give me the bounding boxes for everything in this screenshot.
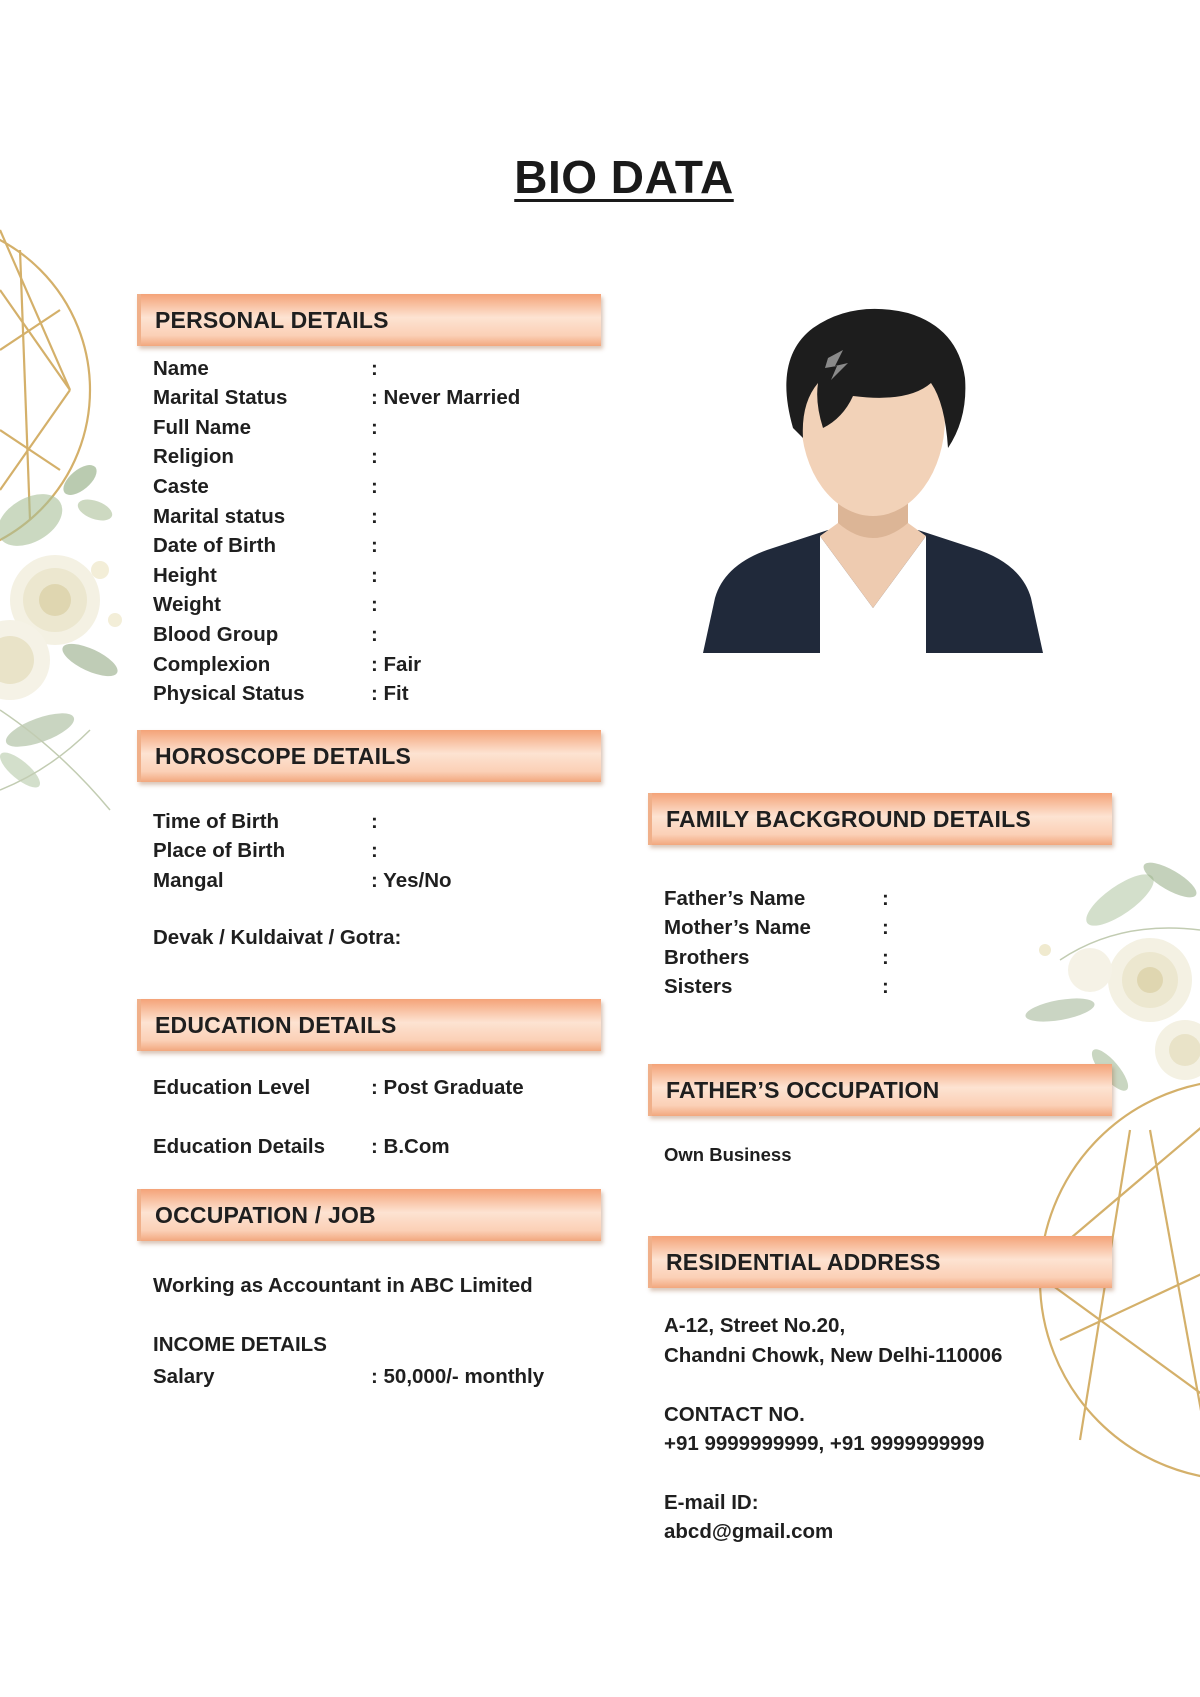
field-value: : Post Graduate <box>371 1075 524 1099</box>
salary-row <box>153 1362 545 1391</box>
income-heading: INCOME DETAILS <box>153 1333 327 1356</box>
detail-row <box>153 561 378 590</box>
field-value: : <box>882 916 889 940</box>
field-value: : Fit <box>371 682 409 706</box>
detail-row <box>664 884 889 913</box>
field-label: Education Level <box>153 1075 311 1099</box>
field-label: Height <box>153 563 217 587</box>
field-label: Caste <box>153 474 209 498</box>
field-value: : <box>371 504 378 528</box>
detail-row <box>153 1132 450 1161</box>
field-label: Salary <box>153 1364 215 1388</box>
field-label: Physical Status <box>153 682 305 706</box>
detail-row <box>153 502 378 531</box>
field-label: Mangal <box>153 868 224 892</box>
field-label: Father’s Name <box>664 886 806 910</box>
field-value: : Never Married <box>371 386 521 410</box>
field-value: : <box>371 563 378 587</box>
detail-row <box>153 620 378 649</box>
field-label: Sisters <box>664 975 733 999</box>
field-label: Complexion <box>153 652 271 676</box>
detail-row <box>153 413 378 442</box>
father-occupation-header: FATHER’S OCCUPATION <box>648 1064 1112 1116</box>
field-value: : <box>371 356 378 380</box>
field-value: : <box>371 622 378 646</box>
detail-row <box>153 472 378 501</box>
field-label: Time of Birth <box>153 809 280 833</box>
detail-row <box>153 680 409 709</box>
field-value: : Yes/No <box>371 868 452 892</box>
detail-row <box>153 591 378 620</box>
occupation-text: Working as Accountant in ABC Limited <box>153 1274 533 1297</box>
page-title: BIO DATA <box>514 151 734 203</box>
field-label: Brothers <box>664 945 750 969</box>
detail-row <box>153 837 378 866</box>
field-label: Date of Birth <box>153 534 276 558</box>
residential-address-header: RESIDENTIAL ADDRESS <box>648 1236 1112 1288</box>
gotra-line: Devak / Kuldaivat / Gotra: <box>153 926 402 949</box>
field-value: : <box>371 839 378 863</box>
field-value: : Fair <box>371 652 422 676</box>
field-label: Full Name <box>153 415 251 439</box>
field-value: : <box>371 445 378 469</box>
field-label: Education Details <box>153 1134 326 1158</box>
detail-row <box>153 532 378 561</box>
field-value: : <box>371 534 378 558</box>
detail-row <box>664 973 889 1002</box>
field-value: : <box>371 809 378 833</box>
field-label: Place of Birth <box>153 839 286 863</box>
personal-details-header: PERSONAL DETAILS <box>137 294 601 346</box>
field-value: : 50,000/- monthly <box>371 1364 545 1388</box>
detail-row <box>153 866 452 895</box>
left-floral-decoration <box>0 190 140 1090</box>
field-value: : <box>371 593 378 617</box>
father-occupation-text: Own Business <box>664 1144 792 1165</box>
detail-row <box>153 354 378 383</box>
education-details-header: EDUCATION DETAILS <box>137 999 601 1051</box>
field-value: : <box>371 474 378 498</box>
field-value: : <box>371 415 378 439</box>
field-label: Name <box>153 356 209 380</box>
field-label: Marital status <box>153 504 286 528</box>
detail-row <box>153 650 422 679</box>
address-line-1: A-12, Street No.20, <box>664 1314 846 1337</box>
detail-row <box>153 384 521 413</box>
detail-row <box>664 914 889 943</box>
email-heading: E-mail ID: <box>664 1491 759 1514</box>
detail-row <box>153 1073 524 1102</box>
right-floral-decoration <box>1000 840 1200 1540</box>
email-value: abcd@gmail.com <box>664 1520 834 1543</box>
field-label: Weight <box>153 593 221 617</box>
field-label: Religion <box>153 445 234 469</box>
occupation-header: OCCUPATION / JOB <box>137 1189 601 1241</box>
detail-row <box>153 807 378 836</box>
contact-heading: CONTACT NO. <box>664 1403 805 1426</box>
field-label: Marital Status <box>153 386 288 410</box>
field-label: Blood Group <box>153 622 279 646</box>
family-background-header: FAMILY BACKGROUND DETAILS <box>648 793 1112 845</box>
contact-value: +91 9999999999, +91 9999999999 <box>664 1432 985 1455</box>
detail-row <box>153 443 378 472</box>
person-avatar-icon <box>703 308 1043 653</box>
field-label: Mother’s Name <box>664 916 811 940</box>
field-value: : <box>882 975 889 999</box>
field-value: : <box>882 945 889 969</box>
field-value: : <box>882 886 889 910</box>
horoscope-details-header: HOROSCOPE DETAILS <box>137 730 601 782</box>
detail-row <box>664 943 889 972</box>
address-line-2: Chandni Chowk, New Delhi-110006 <box>664 1344 1003 1367</box>
field-value: : B.Com <box>371 1134 450 1158</box>
